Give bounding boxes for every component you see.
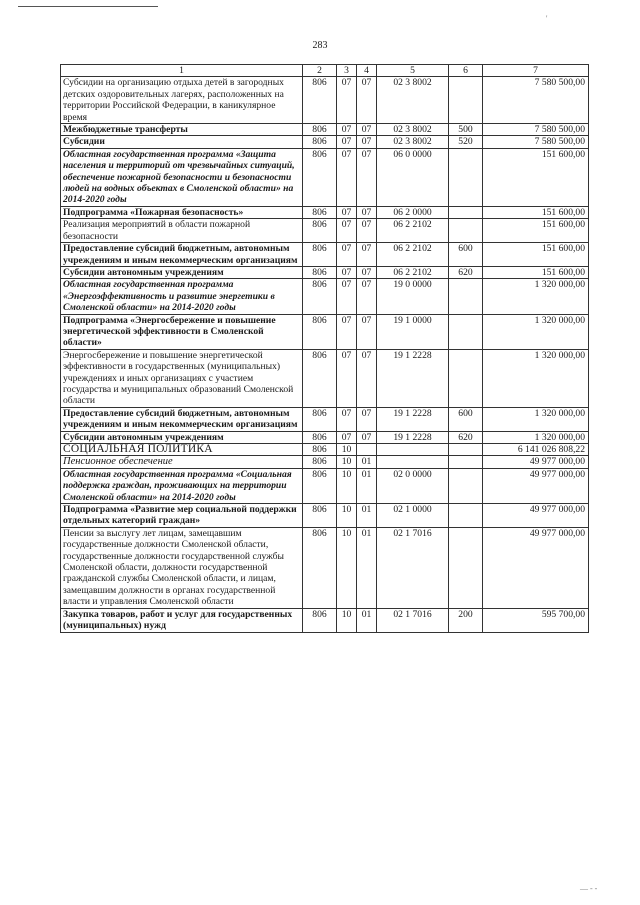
code-cell: 500 — [449, 124, 483, 136]
amount-cell: 1 320 000,00 — [483, 314, 589, 349]
code-cell: 806 — [303, 456, 337, 468]
code-cell — [449, 456, 483, 468]
amount-cell: 151 600,00 — [483, 266, 589, 278]
code-cell: 07 — [337, 279, 357, 314]
header-cell: 6 — [449, 65, 483, 77]
code-cell: 806 — [303, 124, 337, 136]
amount-cell: 49 977 000,00 — [483, 504, 589, 528]
code-cell: 01 — [357, 527, 377, 608]
code-cell: 02 3 8002 — [377, 124, 449, 136]
table-row — [61, 349, 589, 407]
code-cell: 806 — [303, 206, 337, 218]
code-cell: 02 3 8002 — [377, 77, 449, 124]
table-row — [61, 456, 589, 468]
code-cell: 620 — [449, 431, 483, 443]
code-cell: 01 — [357, 608, 377, 632]
table-row — [61, 77, 589, 124]
code-cell — [449, 504, 483, 528]
table-row — [61, 136, 589, 148]
scan-mark: ' — [546, 14, 548, 23]
code-cell: 07 — [357, 206, 377, 218]
row-description: Энергосбережение и повышение энергетической эффективности в государственных (муниципальных) учреждениях и иных организациях с участием государства и муниципальных образований Смоленской области — [61, 349, 303, 407]
code-cell: 01 — [357, 504, 377, 528]
table-row — [61, 219, 589, 243]
code-cell: 07 — [337, 148, 357, 206]
row-description: Субсидии автономным учреждениям — [61, 266, 303, 278]
code-cell: 07 — [337, 314, 357, 349]
amount-cell: 1 320 000,00 — [483, 407, 589, 431]
code-cell: 806 — [303, 148, 337, 206]
code-cell: 07 — [357, 219, 377, 243]
amount-cell: 151 600,00 — [483, 148, 589, 206]
code-cell: 806 — [303, 266, 337, 278]
code-cell: 07 — [357, 431, 377, 443]
row-description: Субсидии — [61, 136, 303, 148]
code-cell — [449, 527, 483, 608]
code-cell: 10 — [337, 527, 357, 608]
row-description: Пенсионное обеспечение — [61, 456, 303, 468]
amount-cell: 49 977 000,00 — [483, 527, 589, 608]
code-cell: 02 1 0000 — [377, 504, 449, 528]
code-cell: 806 — [303, 407, 337, 431]
code-cell: 07 — [337, 431, 357, 443]
table-row — [61, 124, 589, 136]
code-cell — [449, 219, 483, 243]
code-cell: 806 — [303, 527, 337, 608]
table-row — [61, 243, 589, 267]
amount-cell: 49 977 000,00 — [483, 456, 589, 468]
code-cell: 07 — [357, 407, 377, 431]
row-description: СОЦИАЛЬНАЯ ПОЛИТИКА — [61, 444, 303, 456]
table-header-row — [61, 65, 589, 77]
code-cell: 02 3 8002 — [377, 136, 449, 148]
amount-cell: 151 600,00 — [483, 243, 589, 267]
code-cell: 07 — [337, 77, 357, 124]
code-cell — [449, 314, 483, 349]
amount-cell: 595 700,00 — [483, 608, 589, 632]
code-cell: 07 — [357, 266, 377, 278]
code-cell: 806 — [303, 349, 337, 407]
code-cell: 19 1 2228 — [377, 407, 449, 431]
row-description: Областная государственная программа «Защита населения и территорий от чрезвычайных ситуаций, обеспечение пожарной безопасности и безопасности людей на водных объектах в Смоленской области» на 2014-2020 годы — [61, 148, 303, 206]
table-row — [61, 431, 589, 443]
code-cell: 10 — [337, 456, 357, 468]
code-cell: 01 — [357, 456, 377, 468]
table-row — [61, 279, 589, 314]
code-cell: 07 — [337, 206, 357, 218]
page-number: 283 — [312, 40, 328, 51]
table-row — [61, 407, 589, 431]
code-cell: 07 — [337, 407, 357, 431]
code-cell — [357, 444, 377, 456]
amount-cell: 151 600,00 — [483, 206, 589, 218]
code-cell: 806 — [303, 431, 337, 443]
code-cell: 806 — [303, 444, 337, 456]
code-cell: 19 1 2228 — [377, 349, 449, 407]
code-cell: 02 0 0000 — [377, 468, 449, 503]
code-cell: 806 — [303, 279, 337, 314]
row-description: Предоставление субсидий бюджетным, автономным учреждениям и иным некоммерческим организациям — [61, 407, 303, 431]
code-cell: 806 — [303, 314, 337, 349]
amount-cell: 1 320 000,00 — [483, 279, 589, 314]
code-cell: 02 1 7016 — [377, 608, 449, 632]
code-cell: 806 — [303, 136, 337, 148]
code-cell: 07 — [337, 349, 357, 407]
code-cell — [449, 77, 483, 124]
code-cell: 06 2 0000 — [377, 206, 449, 218]
row-description: Субсидии на организацию отдыха детей в загородных детских оздоровительных лагерях, расположенных на территории Российской Федерации, в каникулярное время — [61, 77, 303, 124]
code-cell: 06 2 2102 — [377, 266, 449, 278]
row-description: Закупка товаров, работ и услуг для государственных (муниципальных) нужд — [61, 608, 303, 632]
code-cell: 600 — [449, 407, 483, 431]
code-cell: 06 2 2102 — [377, 243, 449, 267]
code-cell: 10 — [337, 504, 357, 528]
amount-cell: 7 580 500,00 — [483, 77, 589, 124]
row-description: Межбюджетные трансферты — [61, 124, 303, 136]
code-cell: 806 — [303, 219, 337, 243]
code-cell: 07 — [337, 219, 357, 243]
code-cell: 806 — [303, 77, 337, 124]
row-description: Субсидии автономным учреждениям — [61, 431, 303, 443]
code-cell — [377, 444, 449, 456]
row-description: Подпрограмма «Пожарная безопасность» — [61, 206, 303, 218]
row-description: Областная государственная программа «Энергоэффективность и развитие энергетики в Смоленской области» на 2014-2020 годы — [61, 279, 303, 314]
amount-cell: 151 600,00 — [483, 219, 589, 243]
code-cell: 620 — [449, 266, 483, 278]
code-cell: 10 — [337, 608, 357, 632]
code-cell: 10 — [337, 444, 357, 456]
amount-cell: 6 141 026 808,22 — [483, 444, 589, 456]
code-cell: 06 0 0000 — [377, 148, 449, 206]
table-row — [61, 148, 589, 206]
code-cell: 01 — [357, 468, 377, 503]
table-row — [61, 206, 589, 218]
code-cell: 19 1 0000 — [377, 314, 449, 349]
code-cell: 07 — [357, 349, 377, 407]
amount-cell: 1 320 000,00 — [483, 431, 589, 443]
row-description: Областная государственная программа «Социальная поддержка граждан, проживающих на территории Смоленской области» на 2014-2020 годы — [61, 468, 303, 503]
row-description: Предоставление субсидий бюджетным, автономным учреждениям и иным некоммерческим организациям — [61, 243, 303, 267]
row-description: Подпрограмма «Развитие мер социальной поддержки отдельных категорий граждан» — [61, 504, 303, 528]
code-cell — [449, 279, 483, 314]
budget-table — [60, 64, 589, 633]
code-cell: 07 — [357, 136, 377, 148]
code-cell — [449, 148, 483, 206]
code-cell: 19 0 0000 — [377, 279, 449, 314]
row-description: Подпрограмма «Энергосбережение и повышение энергетической эффективности в Смоленской области» — [61, 314, 303, 349]
code-cell: 07 — [357, 279, 377, 314]
code-cell: 07 — [357, 243, 377, 267]
code-cell: 07 — [337, 243, 357, 267]
code-cell: 19 1 2228 — [377, 431, 449, 443]
code-cell: 07 — [337, 266, 357, 278]
code-cell: 02 1 7016 — [377, 527, 449, 608]
code-cell: 07 — [337, 124, 357, 136]
table-row — [61, 504, 589, 528]
table-row — [61, 444, 589, 456]
code-cell: 07 — [357, 148, 377, 206]
header-cell: 1 — [61, 65, 303, 77]
code-cell: 07 — [357, 77, 377, 124]
header-cell: 2 — [303, 65, 337, 77]
table-row — [61, 266, 589, 278]
code-cell: 07 — [357, 314, 377, 349]
code-cell: 06 2 2102 — [377, 219, 449, 243]
code-cell: 10 — [337, 468, 357, 503]
row-description: Пенсии за выслугу лет лицам, замещавшим государственные должности Смоленской области, государственные должности государственной службы Смоленской области, должности государственной гражданской службы Смоленской области, и лицам, замещавшим должности в органах государственной власти и управления Смоленской области — [61, 527, 303, 608]
row-description: Реализация мероприятий в области пожарной безопасности — [61, 219, 303, 243]
table-row — [61, 314, 589, 349]
header-cell: 7 — [483, 65, 589, 77]
code-cell — [449, 206, 483, 218]
code-cell — [377, 456, 449, 468]
code-cell: 806 — [303, 468, 337, 503]
code-cell: 07 — [357, 124, 377, 136]
amount-cell: 7 580 500,00 — [483, 136, 589, 148]
code-cell: 200 — [449, 608, 483, 632]
scan-mark: — ‑ ‑ — [580, 884, 598, 893]
code-cell: 806 — [303, 608, 337, 632]
code-cell: 806 — [303, 243, 337, 267]
code-cell — [449, 444, 483, 456]
table-row — [61, 527, 589, 608]
table-row — [61, 608, 589, 632]
code-cell — [449, 468, 483, 503]
code-cell: 806 — [303, 504, 337, 528]
code-cell: 07 — [337, 136, 357, 148]
header-cell: 4 — [357, 65, 377, 77]
amount-cell: 1 320 000,00 — [483, 349, 589, 407]
code-cell — [449, 349, 483, 407]
code-cell: 600 — [449, 243, 483, 267]
amount-cell: 7 580 500,00 — [483, 124, 589, 136]
code-cell: 520 — [449, 136, 483, 148]
scan-artifact-line — [18, 6, 158, 7]
header-cell: 3 — [337, 65, 357, 77]
amount-cell: 49 977 000,00 — [483, 468, 589, 503]
table-row — [61, 468, 589, 503]
header-cell: 5 — [377, 65, 449, 77]
